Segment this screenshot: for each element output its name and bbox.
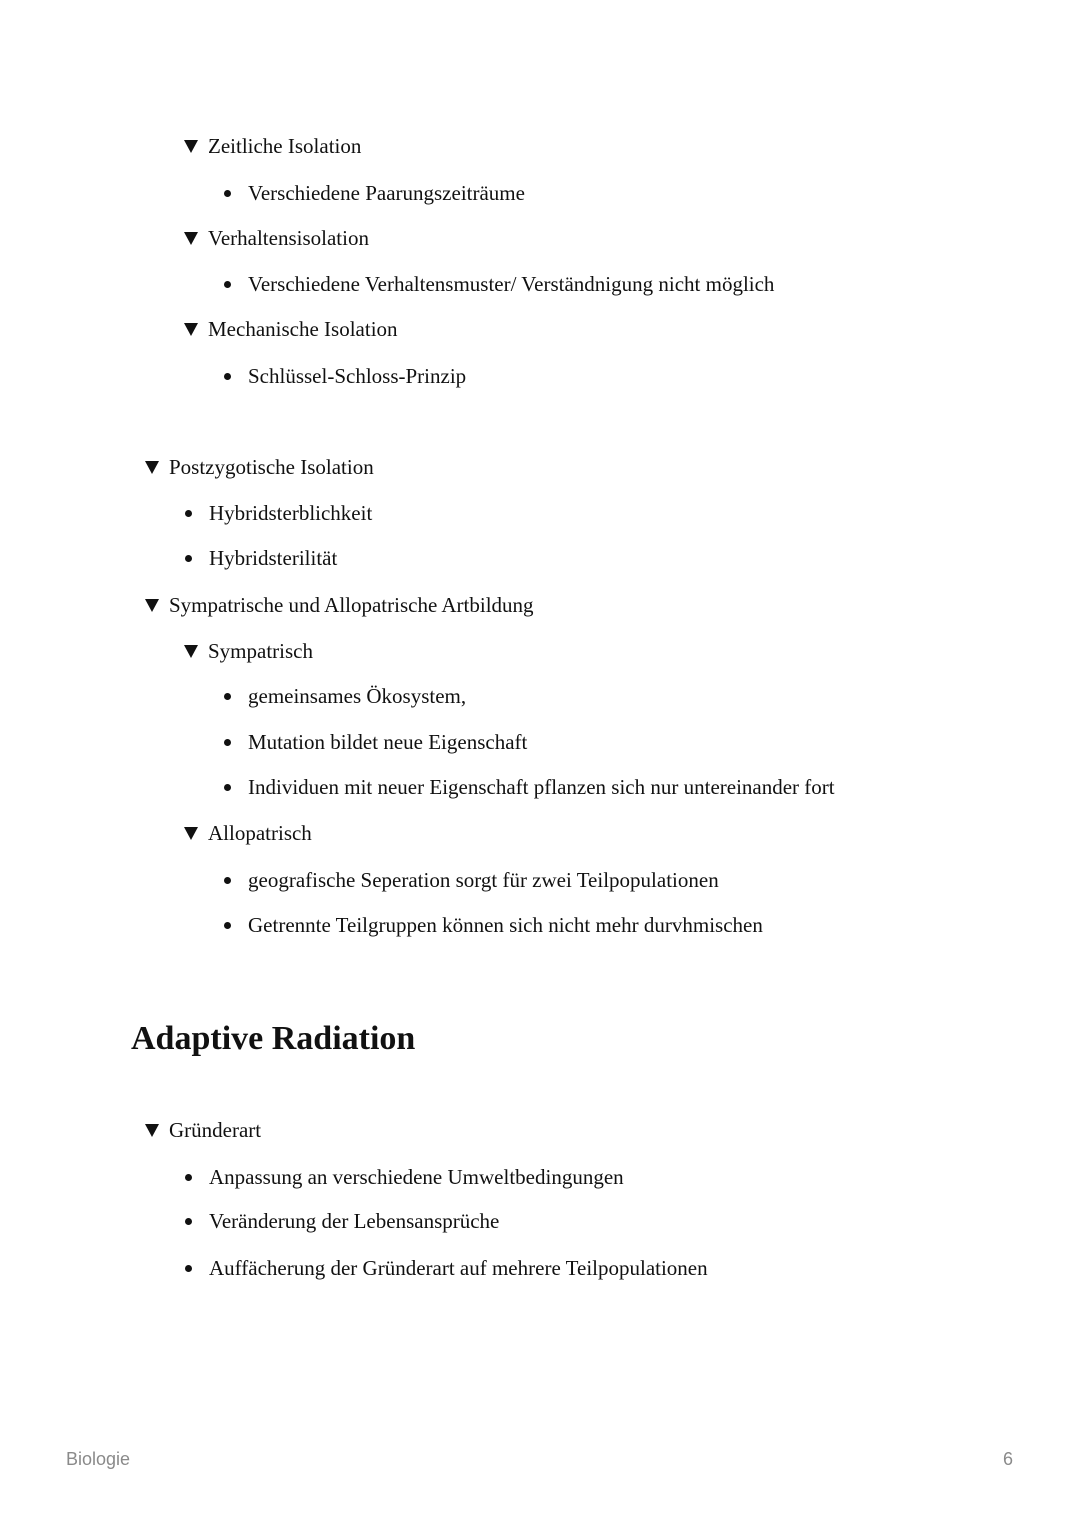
toggle-postzygotische-isolation[interactable] [169,454,374,480]
bullet-icon [224,190,231,197]
list-item [209,1164,624,1190]
toggle-label: Postzygotische Isolation [169,455,374,479]
toggle-triangle-icon[interactable] [184,827,198,840]
bullet-icon [224,281,231,288]
bullet-icon [185,1174,192,1181]
toggle-triangle-icon[interactable] [184,645,198,658]
toggle-label: Sympatrisch [208,639,313,663]
list-item-text: Hybridsterilität [209,546,338,570]
list-item [248,774,835,800]
toggle-sympatrisch[interactable] [208,638,313,664]
toggle-label: Sympatrische und Allopatrische Artbildung [169,593,534,617]
bullet-icon [185,510,192,517]
list-item-text: Anpassung an verschiedene Umweltbedingungen [209,1165,624,1189]
toggle-triangle-icon[interactable] [184,232,198,245]
list-item [248,867,719,893]
bullet-icon [185,1265,192,1272]
toggle-triangle-icon[interactable] [184,140,198,153]
list-item [248,912,763,938]
list-item-text: Mutation bildet neue Eigenschaft [248,730,528,754]
bullet-icon [224,877,231,884]
toggle-triangle-icon[interactable] [145,461,159,474]
list-item-text: geografische Seperation sorgt für zwei Teilpopulationen [248,868,719,892]
toggle-mechanische-isolation[interactable] [208,316,398,342]
toggle-triangle-icon[interactable] [145,1124,159,1137]
list-item [209,500,372,526]
bullet-icon [224,784,231,791]
page-number: 6 [1003,1449,1014,1469]
section-heading: Adaptive Radiation [131,1020,416,1057]
list-item-text: Verschiedene Paarungszeiträume [248,181,525,205]
toggle-zeitliche-isolation[interactable] [208,133,361,159]
toggle-allopatrisch[interactable] [208,820,312,846]
bullet-icon [224,373,231,380]
list-item-text: Hybridsterblichkeit [209,501,373,525]
list-item [209,1255,708,1281]
list-item [248,180,525,206]
list-item [209,1208,499,1234]
list-item-text: Getrennte Teilgruppen können sich nicht mehr durvhmischen [248,913,763,937]
toggle-label: Zeitliche Isolation [208,134,362,158]
list-item [248,363,466,389]
list-item-text: Verschiedene Verhaltensmuster/ Verständnigung nicht möglich [248,272,775,296]
footer-subject: Biologie [66,1449,131,1469]
toggle-label: Mechanische Isolation [208,317,398,341]
bullet-icon [224,739,231,746]
list-item [248,271,774,297]
list-item-text: Auffächerung der Gründerart auf mehrere Teilpopulationen [209,1256,708,1280]
bullet-icon [185,1218,192,1225]
list-item [209,545,337,571]
toggle-triangle-icon[interactable] [145,599,159,612]
list-item-text: Schlüssel-Schloss-Prinzip [248,364,467,388]
toggle-label: Gründerart [169,1118,262,1142]
bullet-icon [224,922,231,929]
bullet-icon [224,693,231,700]
toggle-gruenderart[interactable] [169,1117,261,1143]
toggle-label: Verhaltensisolation [208,226,369,250]
list-item-text: Individuen mit neuer Eigenschaft pflanzen sich nur untereinander fort [248,775,835,799]
toggle-triangle-icon[interactable] [184,323,198,336]
list-item-text: Veränderung der Lebensansprüche [209,1209,500,1233]
list-item [248,683,466,709]
toggle-verhaltensisolation[interactable] [208,225,369,251]
bullet-icon [185,555,192,562]
toggle-label: Allopatrisch [208,821,312,845]
toggle-artbildung[interactable] [169,592,534,618]
list-item-text: gemeinsames Ökosystem, [248,684,467,708]
list-item [248,729,527,755]
